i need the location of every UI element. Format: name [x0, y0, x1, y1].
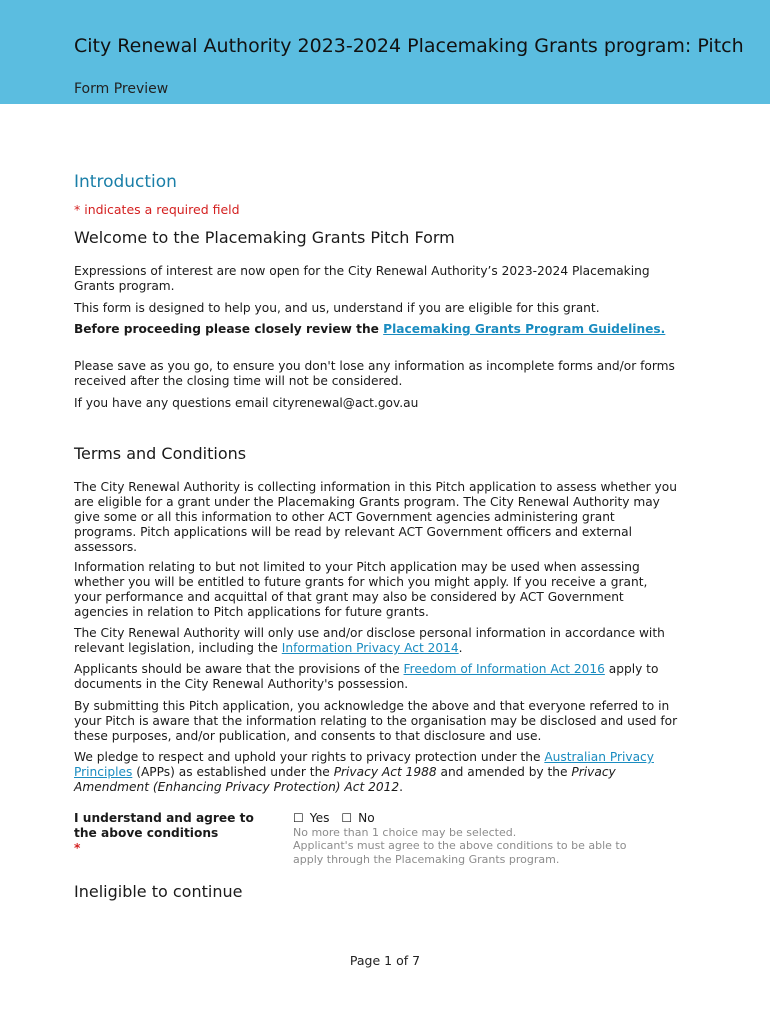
agreement-question-text: I understand and agree to the above conditions — [74, 811, 254, 840]
form-title: City Renewal Authority 2023-2024 Placemaking Grants program: Pitch — [74, 35, 744, 57]
foi-act-link[interactable]: Freedom of Information Act 2016 — [403, 662, 605, 676]
form-header — [0, 0, 770, 104]
welcome-paragraph-2: This form is designed to help you, and us, understand if you are eligible for this grant. — [74, 301, 600, 315]
australian-privacy-principles-link[interactable]: Australian Privacy Principles — [74, 750, 654, 779]
page-number: Page 1 of 7 — [349, 953, 421, 968]
choice-limit-hint: No more than 1 choice may be selected. — [293, 826, 517, 839]
option-no[interactable] — [341, 811, 374, 825]
app-text-post: . — [399, 780, 403, 794]
privacy-text-post: . — [458, 641, 463, 655]
ineligible-heading: Ineligible to continue — [74, 882, 243, 901]
welcome-paragraph-5: If you have any questions email cityrenewal@act.gov.au — [74, 396, 419, 410]
terms-paragraph-6 — [74, 750, 678, 795]
welcome-heading: Welcome to the Placemaking Grants Pitch Form — [74, 228, 455, 247]
foi-text-post: apply to documents in the City Renewal Authority's possession. — [74, 662, 659, 691]
privacy-text-pre: The City Renewal Authority will only use and/or disclose personal information in accordance with relevant legislation, including the — [74, 626, 665, 655]
agreement-hint: Applicant's must agree to the above conditions to be able to apply through the Placemaking Grants program. — [293, 839, 627, 866]
checkbox-icon[interactable]: ☐ — [341, 811, 353, 825]
app-text-mid: (APPs) as established under the — [132, 765, 334, 779]
option-no-label: No — [358, 811, 375, 825]
required-asterisk: * — [74, 841, 81, 855]
agreement-question-label — [74, 811, 264, 856]
guidelines-link[interactable]: Placemaking Grants Program Guidelines. — [383, 322, 666, 336]
app-text-pre: We pledge to respect and uphold your rights to privacy protection under the — [74, 750, 545, 764]
option-yes-label: Yes — [309, 811, 330, 825]
welcome-paragraph-1: Expressions of interest are now open for the City Renewal Authority’s 2023-2024 Placemaking Grants program. — [74, 264, 650, 293]
checkbox-icon[interactable]: ☐ — [293, 811, 304, 825]
privacy-amendment-act: Privacy Amendment (Enhancing Privacy Protection) Act 2012 — [74, 765, 616, 794]
required-field-note: * indicates a required field — [74, 202, 240, 217]
welcome-paragraph-3 — [74, 322, 678, 337]
introduction-heading: Introduction — [74, 172, 177, 192]
guidelines-lead-text: Before proceeding please closely review the — [74, 322, 384, 336]
option-yes[interactable] — [293, 811, 329, 825]
terms-heading: Terms and Conditions — [74, 444, 247, 463]
terms-paragraph-2: Information relating to but not limited to your Pitch application may be used when assessing whether you will be entitled to future grants for which you might apply. If you receive a grant, your performance and acquittal of that grant may also be considered by ACT Government agencies in relation to Pitch applications for future grants. — [74, 560, 648, 619]
terms-paragraph-5: By submitting this Pitch application, you acknowledge the above and that everyone referred to in your Pitch is aware that the information relating to the organisation may be disclosed and used for these purposes, and/or publication, and consents to that disclosure and use. — [74, 699, 678, 743]
form-subtitle: Form Preview — [74, 81, 169, 97]
terms-paragraph-4 — [74, 662, 678, 692]
privacy-act-1988: Privacy Act 1988 — [333, 765, 437, 779]
terms-paragraph-1: The City Renewal Authority is collecting information in this Pitch application to assess whether you are eligible for a grant under the Placemaking Grants program. The City Renewal Authority may give some or all this information to other ACT Government agencies administering grant programs. Pitch applications will be read by relevant ACT Government officers and external assessors. — [74, 480, 677, 554]
app-text-mid2: and amended by the — [436, 765, 572, 779]
welcome-paragraph-4: Please save as you go, to ensure you don't lose any information as incomplete forms and/or forms received after the closing time will not be considered. — [74, 359, 675, 388]
terms-paragraph-3 — [74, 626, 678, 656]
information-privacy-act-link[interactable]: Information Privacy Act 2014 — [281, 641, 459, 655]
foi-text-pre: Applicants should be aware that the provisions of the — [74, 662, 404, 676]
agreement-options — [293, 811, 383, 826]
